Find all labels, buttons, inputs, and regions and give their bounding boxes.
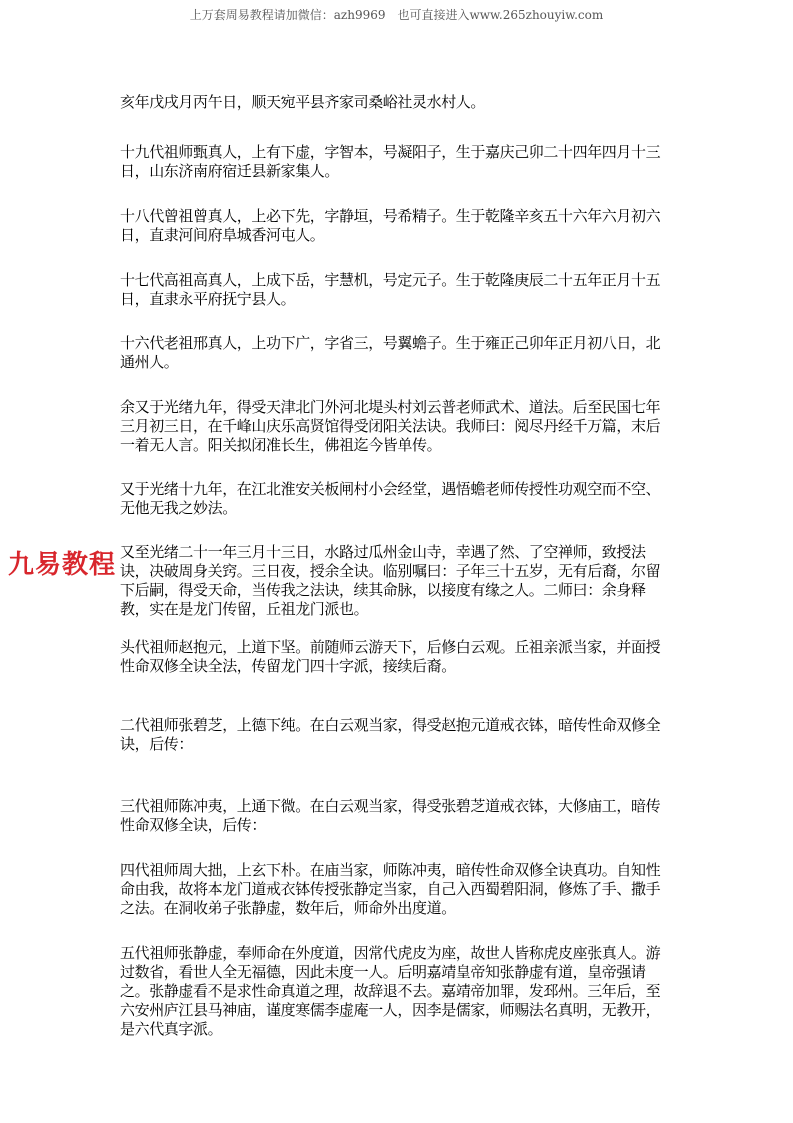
paragraph-17th-generation: 十七代高祖高真人，上成下岳，宇慧机，号定元子。生于乾隆庚辰二十五年正月十五日，直隶永平府抚宁县人。 — [120, 271, 661, 308]
paragraph-guangxu-21: 又至光绪二十一年三月十三日，水路过瓜州金山寺，幸遇了然、了空禅师，致授法诀，决破周身关窍。三日夜，授余全诀。临别嘱曰：子年三十五岁，无有后裔，尔留下后嗣，得受天命，当传我之法诀，续其命脉，以接度有缘之人。二师曰：余身释教，实在是龙门传留，丘祖龙门派也。 — [120, 543, 661, 618]
paragraph-3rd-generation: 三代祖师陈冲夷，上通下微。在白云观当家，得受张碧芝道戒衣钵，大修庙工，暗传性命双修全诀，后传： — [120, 797, 661, 834]
paragraph-guangxu-9: 余又于光绪九年，得受天津北门外河北堤头村刘云普老师武术、道法。后至民国七年三月初三日，在千峰山庆乐高贤馆得受闭阳关法诀。我师曰：阅尽丹经千万篇，末后一着无人言。阳关拟闭准长生，佛祖迄今皆单传。 — [120, 398, 661, 454]
paragraph-4th-generation: 四代祖师周大拙，上玄下朴。在庙当家，师陈冲夷，暗传性命双修全诀真功。自知性命由我，故将本龙门道戒衣钵传授张静定当家，自己入西蜀碧阳洞，修炼了手、撒手之法。在洞收弟子张静虚，数年后，师命外出度道。 — [120, 861, 661, 917]
page-header-ad: 上万套周易教程请加微信：azh9969 也可直接进入www.265zhouyiw.com — [189, 8, 604, 22]
watermark-logo: 九易教程 — [8, 550, 117, 580]
paragraph-5th-generation: 五代祖师张静虚，奉师命在外度道，因常代虎皮为座，故世人皆称虎皮座张真人。游过数省，看世人全无福德，因此未度一人。后明嘉靖皇帝知张静虚有道，皇帝强请之。张静虚看不是求性命真道之理，故辞退不去。嘉靖帝加罪，发邳州。三年后，至六安州庐江县马神庙，谨度寒儒李虚庵一人，因李是儒家，师赐法名真明，无教开，是六代真字派。 — [120, 944, 661, 1038]
paragraph-16th-generation: 十六代老祖邢真人，上功下广，字省三，号翼蟾子。生于雍正己卯年正月初八日，北通州人。 — [120, 334, 661, 371]
paragraph-18th-generation: 十八代曾祖曾真人，上必下先，字静垣，号希精子。生于乾隆辛亥五十六年六月初六日，直隶河间府阜城香河屯人。 — [120, 207, 661, 244]
paragraph-2nd-generation: 二代祖师张碧芝，上德下纯。在白云观当家，得受赵抱元道戒衣钵，暗传性命双修全诀，后传： — [120, 716, 661, 753]
paragraph-19th-generation: 十九代祖师甄真人，上有下虚，字智本，号凝阳子，生于嘉庆己卯二十四年四月十三日，山东济南府宿迁县新家集人。 — [120, 143, 661, 180]
paragraph-1st-generation: 头代祖师赵抱元，上道下坚。前随师云游天下，后修白云观。丘祖亲派当家，并面授性命双修全诀全法，传留龙门四十字派，接续后裔。 — [120, 638, 661, 675]
paragraph-guangxu-19: 又于光绪十九年，在江北淮安关板闸村小会经堂，遇悟蟾老师传授性功观空而不空、无他无我之妙法。 — [120, 480, 661, 517]
paragraph-lineage-intro: 亥年戊戌月丙午日，顺天宛平县齐家司桑峪社灵水村人。 — [120, 93, 486, 111]
